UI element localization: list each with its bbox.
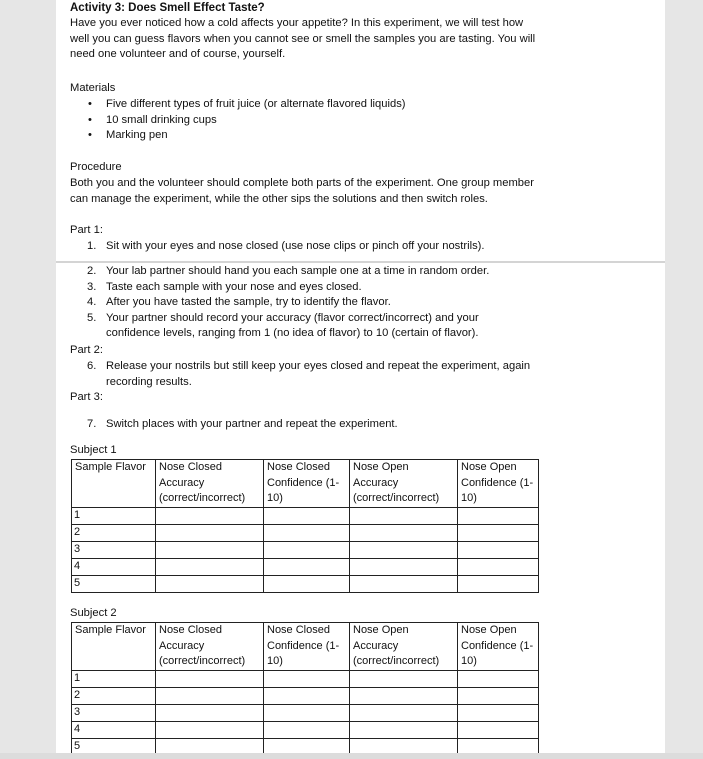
- part3-steps: [70, 417, 536, 433]
- table-cell: [156, 525, 264, 542]
- table-header: Nose Open Confidence (1-10): [458, 623, 539, 671]
- table-cell: [350, 705, 458, 722]
- table-cell: [156, 722, 264, 739]
- step-item: 7. Switch places with your partner and repeat the experiment.: [87, 418, 398, 430]
- table-cell: [458, 722, 539, 739]
- row-number: 2: [72, 688, 156, 705]
- part2-label: Part 2:: [70, 344, 103, 356]
- bullet-icon: •: [88, 129, 92, 142]
- bullet-icon: •: [88, 98, 92, 110]
- procedure-paragraph: Both you and the volunteer should complete both parts of the experiment. One group member can manage the experiment, while the other sips the solutions and then switch roles.: [70, 177, 534, 205]
- table-cell: [458, 559, 539, 576]
- table-row: [72, 525, 539, 542]
- table-cell: [458, 508, 539, 525]
- table-cell: [350, 508, 458, 525]
- step-item: 3. Taste each sample with your nose and eyes closed.: [87, 280, 362, 293]
- step-item: 1. Sit with your eyes and nose closed (use nose clips or pinch off your nostrils).: [87, 240, 485, 252]
- table-cell: [458, 671, 539, 688]
- part1-steps-b: [70, 264, 536, 342]
- table-cell: [458, 688, 539, 705]
- table-row: [72, 671, 539, 688]
- row-number: 5: [72, 576, 156, 593]
- table-cell: [458, 525, 539, 542]
- table-cell: [156, 688, 264, 705]
- materials-item: • 10 small drinking cups: [70, 113, 540, 129]
- table-header: Nose Closed Confidence (1-10): [264, 623, 350, 671]
- row-number: 2: [72, 525, 156, 542]
- table-cell: [264, 542, 350, 559]
- table-row: [72, 542, 539, 559]
- row-number: 1: [72, 671, 156, 688]
- table-cell: [458, 542, 539, 559]
- table-cell: [458, 705, 539, 722]
- table-cell: [264, 688, 350, 705]
- row-number: 4: [72, 722, 156, 739]
- table-cell: [156, 705, 264, 722]
- table-cell: [156, 671, 264, 688]
- subject2-table: [71, 622, 539, 756]
- table-header: Sample Flavor: [72, 623, 156, 671]
- step-item: 4. After you have tasted the sample, try to identify the flavor.: [87, 296, 391, 309]
- table-cell: [458, 576, 539, 593]
- table-header-row: [72, 460, 539, 508]
- row-number: 3: [72, 705, 156, 722]
- table-cell: [156, 559, 264, 576]
- activity-title: Activity 3: Does Smell Effect Taste?: [70, 2, 265, 14]
- table-row: [72, 576, 539, 593]
- materials-item: • Five different types of fruit juice (or alternate flavored liquids): [70, 97, 540, 113]
- table-cell: [264, 508, 350, 525]
- row-number: 1: [72, 508, 156, 525]
- table-cell: [264, 576, 350, 593]
- table-cell: [264, 705, 350, 722]
- table-header: Nose Closed Accuracy (correct/incorrect): [156, 460, 264, 508]
- subject2-label: Subject 2: [70, 607, 117, 619]
- table-cell: [156, 542, 264, 559]
- intro-paragraph: Have you ever noticed how a cold affects your appetite? In this experiment, we will test how well you can guess flavors when you cannot see or smell the samples you are tasting. You will need one volunteer and of course, yourself.: [70, 17, 536, 61]
- table-cell: [350, 688, 458, 705]
- part1-label: Part 1:: [70, 224, 103, 236]
- viewer-bottom-edge: [0, 753, 703, 759]
- table-cell: [156, 508, 264, 525]
- table-cell: [156, 576, 264, 593]
- table-cell: [350, 525, 458, 542]
- table-header: Nose Open Confidence (1-10): [458, 460, 539, 508]
- part3-label: Part 3:: [70, 391, 103, 403]
- table-header: Nose Open Accuracy (correct/incorrect): [350, 460, 458, 508]
- table-header-row: [72, 623, 539, 671]
- table-cell: [264, 671, 350, 688]
- table-cell: [264, 559, 350, 576]
- part1-steps-a: [70, 239, 536, 255]
- table-header: Sample Flavor: [72, 460, 156, 508]
- procedure-heading: Procedure: [70, 161, 122, 173]
- table-header: Nose Open Accuracy (correct/incorrect): [350, 623, 458, 671]
- bullet-icon: •: [88, 113, 92, 126]
- materials-item: • Marking pen: [70, 128, 540, 144]
- table-cell: [350, 559, 458, 576]
- step-item: 2. Your lab partner should hand you each sample one at a time in random order.: [87, 265, 490, 277]
- table-row: [72, 559, 539, 576]
- row-number: 3: [72, 542, 156, 559]
- table-cell: [350, 576, 458, 593]
- materials-heading: Materials: [70, 82, 116, 94]
- row-number: 4: [72, 559, 156, 576]
- materials-list: [70, 97, 540, 144]
- step-item: 6. Release your nostrils but still keep your eyes closed and repeat the experiment, again recording results.: [87, 360, 531, 388]
- table-header: Nose Closed Accuracy (correct/incorrect): [156, 623, 264, 671]
- table-row: [72, 722, 539, 739]
- table-cell: [264, 722, 350, 739]
- part2-steps: [70, 359, 536, 390]
- table-row: [72, 508, 539, 525]
- subject1-label: Subject 1: [70, 444, 117, 456]
- table-cell: [350, 542, 458, 559]
- table-cell: [264, 525, 350, 542]
- table-cell: [350, 722, 458, 739]
- table-header: Nose Closed Confidence (1-10): [264, 460, 350, 508]
- table-cell: [350, 671, 458, 688]
- table-row: [72, 688, 539, 705]
- step-item: 5. Your partner should record your accuracy (flavor correct/incorrect) and your confidence levels, ranging from 1 (no idea of flavor) to 10 (certain of flavor).: [87, 311, 479, 340]
- table-row: [72, 705, 539, 722]
- row-number: 5: [72, 739, 156, 756]
- subject1-table: [71, 459, 539, 593]
